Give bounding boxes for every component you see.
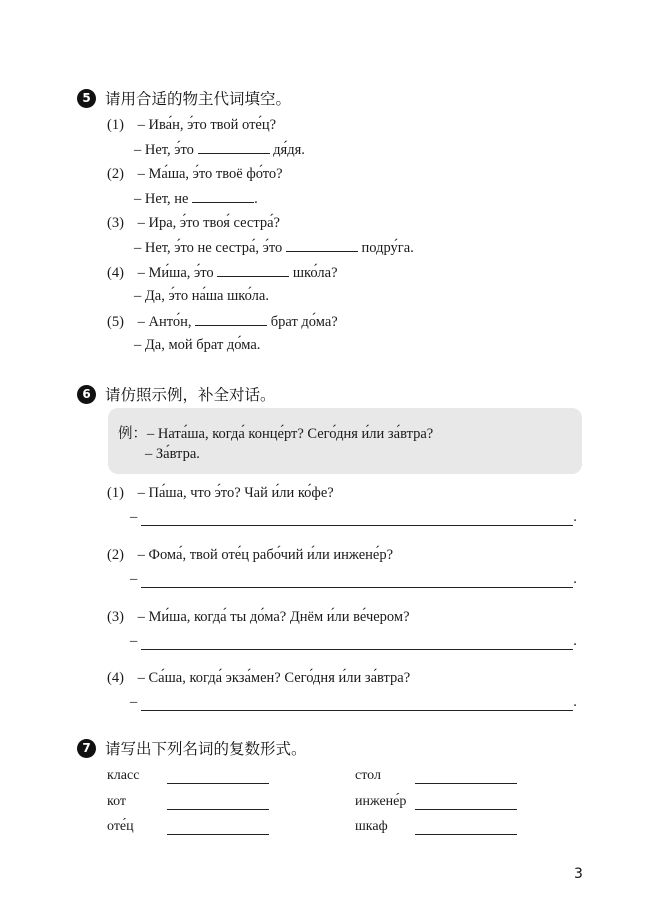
- s5-item3-question: [107, 215, 280, 232]
- page-number: 3: [574, 866, 583, 882]
- section-7-heading: 请写出下列名词的复数形式。: [105, 740, 307, 758]
- section-6-badge: 6: [77, 385, 96, 404]
- s5-item4-blank[interactable]: [217, 264, 289, 277]
- section-5-badge: 5: [77, 89, 96, 108]
- s7-left-item-3: [107, 819, 269, 835]
- s6-item2-answer-line[interactable]: [130, 571, 577, 588]
- s5-item1-q: – Ива́н, э́то твой оте́ц?: [137, 117, 277, 133]
- s6-item4-num: (4): [107, 670, 124, 686]
- s5-item5-blank[interactable]: [195, 313, 267, 326]
- example-label: 例：: [118, 426, 147, 442]
- example-question: – Ната́ша, когда́ конце́рт? Сего́дня и́ли за́втра?: [147, 426, 434, 442]
- s7-right-item-1: [355, 768, 517, 784]
- s5-item3-a-pre: – Нет, э́то не сестра́, э́то: [134, 240, 283, 256]
- s5-item5-q-pre: – Анто́н,: [137, 314, 192, 330]
- s5-item2-a-post: .: [254, 191, 258, 207]
- s5-item2-blank[interactable]: [192, 190, 254, 203]
- s6-item3-q: – Ми́ша, когда́ ты до́ма? Днём и́ли ве́чером?: [137, 609, 410, 625]
- s6-item2-num: (2): [107, 547, 124, 563]
- section-5-heading: 请用合适的物主代词填空。: [105, 90, 292, 108]
- s5-item3-num: (3): [107, 215, 124, 231]
- s6-item1-num: (1): [107, 485, 124, 501]
- s6-item1-answer-line[interactable]: [130, 509, 577, 526]
- s7-left-word-2: кот: [107, 794, 127, 809]
- s7-right-blank-2[interactable]: [415, 798, 517, 810]
- s6-item3-num: (3): [107, 609, 124, 625]
- s5-item5-answer: – Да, мой брат до́ма.: [134, 337, 261, 353]
- s7-left-word-1: класс: [107, 768, 140, 783]
- s6-item2-q: – Фома́, твой оте́ц рабо́чий и́ли инжене́р?: [137, 547, 394, 563]
- s6-item1-rule: [141, 513, 573, 526]
- s5-item4-q-post: шко́ла?: [292, 265, 338, 281]
- s7-right-item-2: [355, 794, 517, 810]
- section-7-title: [77, 737, 307, 759]
- s7-left-blank-1[interactable]: [167, 772, 269, 784]
- section-6-heading: 请仿照示例，补全对话。: [105, 386, 276, 404]
- example-question-line: [118, 422, 433, 443]
- s7-left-blank-2[interactable]: [167, 798, 269, 810]
- s7-right-blank-3[interactable]: [415, 823, 517, 835]
- s5-item3-blank[interactable]: [286, 239, 358, 252]
- s6-item1-dash: –: [130, 509, 138, 525]
- s7-right-word-2: инжене́р: [355, 794, 407, 809]
- s6-item4-dash: –: [130, 694, 138, 710]
- s6-item1-question: [107, 485, 334, 502]
- s7-left-word-3: оте́ц: [107, 819, 134, 834]
- s5-item4-num: (4): [107, 265, 124, 281]
- s5-item5-q-post: брат до́ма?: [270, 314, 338, 330]
- s6-item2-rule: [141, 575, 573, 588]
- s6-item4-rule: [141, 698, 573, 711]
- s5-item5-num: (5): [107, 314, 124, 330]
- s5-item2-num: (2): [107, 166, 124, 182]
- s6-item1-end: .: [573, 509, 577, 525]
- s7-left-item-1: [107, 768, 269, 784]
- s5-item2-q: – Ма́ша, э́то твоё фо́то?: [137, 166, 283, 182]
- s7-left-blank-3[interactable]: [167, 823, 269, 835]
- s7-right-blank-1[interactable]: [415, 772, 517, 784]
- s6-item4-question: [107, 670, 410, 687]
- s5-item2-answer: [134, 190, 258, 208]
- s5-item1-question: [107, 117, 276, 134]
- s5-item3-a-post: подру́га.: [361, 240, 414, 256]
- example-answer: – За́втра.: [145, 446, 200, 462]
- s5-item4-answer: – Да, э́то на́ша шко́ла.: [134, 288, 269, 304]
- s5-item3-answer: [134, 239, 414, 257]
- s6-item2-dash: –: [130, 571, 138, 587]
- section-7-badge: 7: [77, 739, 96, 758]
- s7-right-word-3: шкаф: [355, 819, 388, 834]
- s6-item3-end: .: [573, 633, 577, 649]
- s6-item3-question: [107, 609, 410, 626]
- s6-item3-dash: –: [130, 633, 138, 649]
- s5-item4-question: [107, 264, 338, 282]
- s7-right-item-3: [355, 819, 517, 835]
- s6-item2-end: .: [573, 571, 577, 587]
- s5-item2-question: [107, 166, 283, 183]
- s5-item5-question: [107, 313, 338, 331]
- s5-item3-q: – Ира, э́то твоя́ сестра́?: [137, 215, 280, 231]
- s5-item1-a-pre: – Нет, э́то: [134, 142, 194, 158]
- s6-item4-end: .: [573, 694, 577, 710]
- s5-item1-a-post: дя́дя.: [273, 142, 305, 158]
- section-5-title: [77, 87, 291, 109]
- s6-item3-rule: [141, 637, 573, 650]
- s6-item4-answer-line[interactable]: [130, 694, 577, 711]
- s5-item2-a-pre: – Нет, не: [134, 191, 189, 207]
- s6-item1-q: – Па́ша, что э́то? Чай и́ли ко́фе?: [137, 485, 334, 501]
- s5-item1-blank[interactable]: [198, 141, 270, 154]
- s6-item2-question: [107, 547, 393, 564]
- section-6-title: [77, 383, 276, 405]
- s5-item1-num: (1): [107, 117, 124, 133]
- s7-right-word-1: стол: [355, 768, 381, 783]
- s5-item4-q-pre: – Ми́ша, э́то: [137, 265, 214, 281]
- s7-left-item-2: [107, 794, 269, 810]
- s6-item4-q: – Са́ша, когда́ экза́мен? Сего́дня и́ли за́втра?: [137, 670, 411, 686]
- s6-item3-answer-line[interactable]: [130, 633, 577, 650]
- s5-item1-answer: [134, 141, 305, 159]
